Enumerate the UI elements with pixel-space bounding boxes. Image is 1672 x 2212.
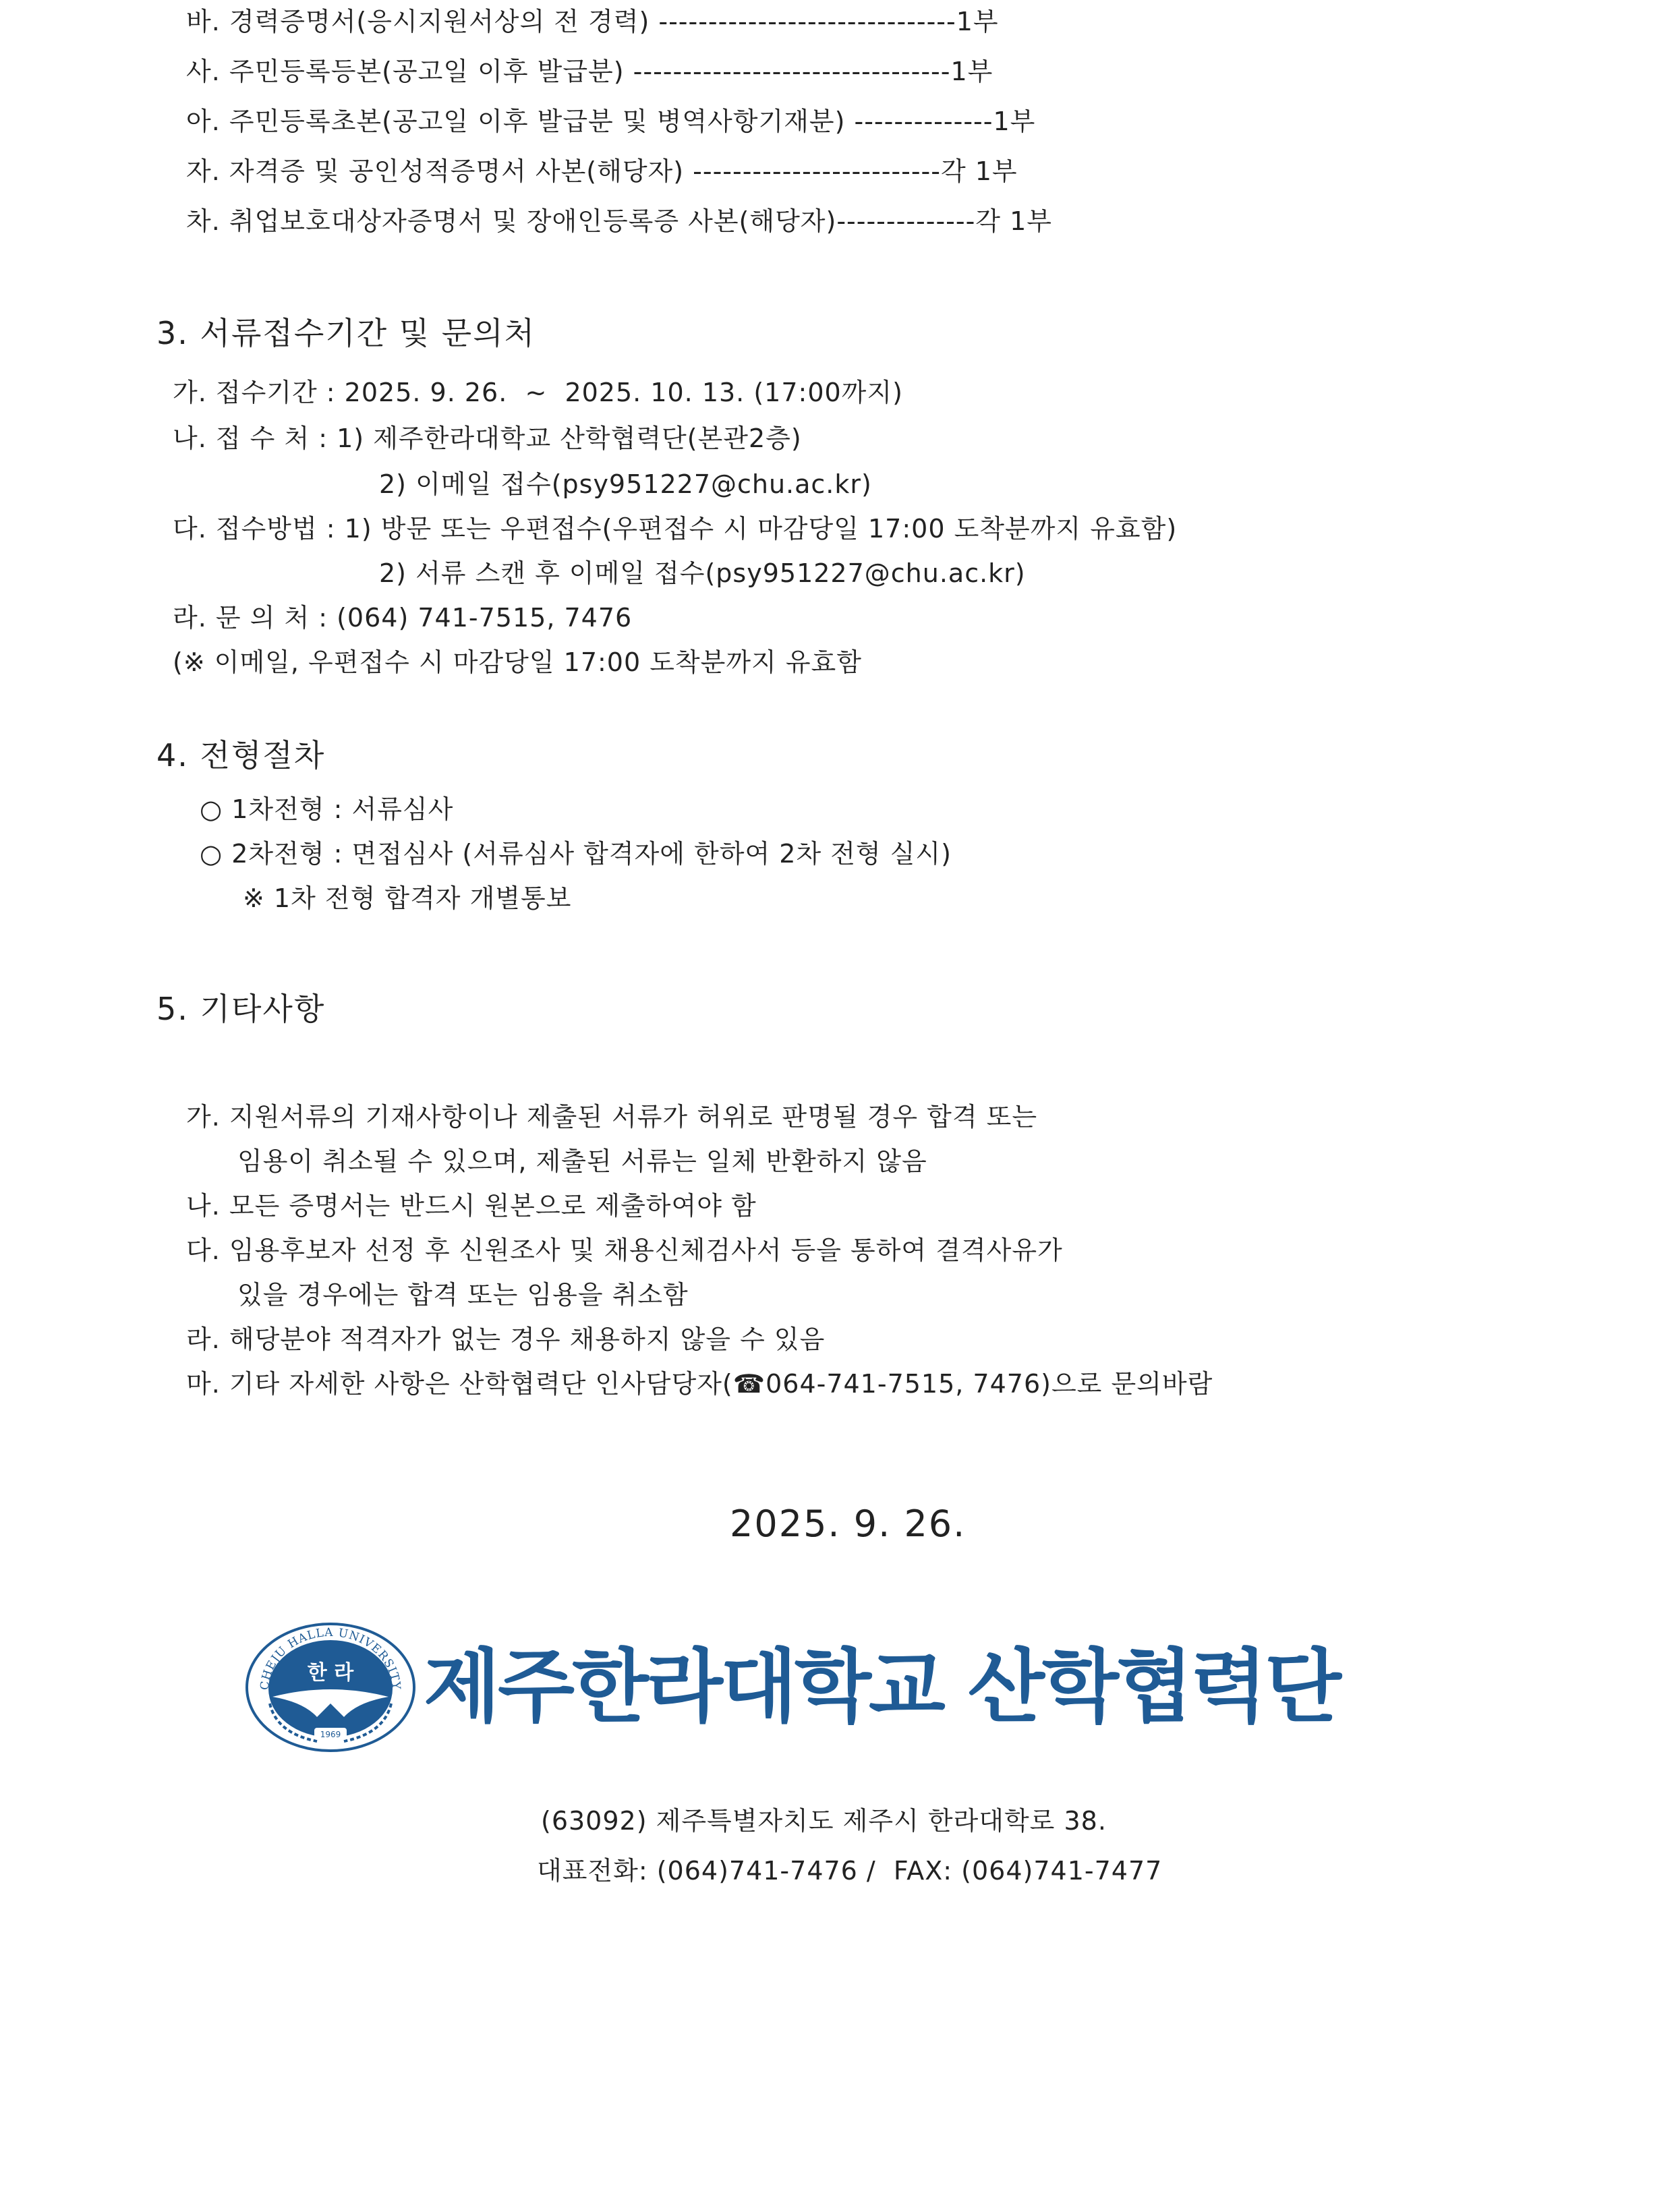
section3-contact: 라. 문 의 처 : (064) 741-7515, 7476 bbox=[173, 603, 633, 633]
section3-period: 가. 접수기간 : 2025. 9. 26. ~ 2025. 10. 13. (17:00까지) bbox=[173, 378, 903, 407]
document-date: 2025. 9. 26. bbox=[730, 1503, 967, 1545]
doc-item-certificates: 자. 자격증 및 공인성적증명서 사본(해당자) -------------------------각 1부 bbox=[186, 156, 1018, 186]
footer-address: (63092) 제주특별자치도 제주시 한라대학로 38. bbox=[541, 1806, 1107, 1836]
section4-stage2: ○ 2차전형 : 면접심사 (서류심사 합격자에 한하여 2차 전형 실시) bbox=[200, 839, 952, 869]
organization-logo-text: 제주한라대학교 산학협력단 bbox=[424, 1640, 1339, 1733]
section3-note: (※ 이메일, 우편접수 시 마감당일 17:00 도착분까지 유효함 bbox=[173, 647, 862, 677]
section3-place: 나. 접 수 처 : 1) 제주한라대학교 산학협력단(본관2층) bbox=[173, 424, 802, 453]
section5-item-b: 나. 모든 증명서는 반드시 원본으로 제출하여야 함 bbox=[186, 1191, 757, 1221]
doc-item-career: 바. 경력증명서(응시지원서상의 전 경력) ------------------------------1부 bbox=[186, 7, 999, 36]
doc-item-resident-abstract: 아. 주민등록초본(공고일 이후 발급분 및 병역사항기재분) --------------1부 bbox=[186, 107, 1036, 136]
section5-item-d: 라. 해당분야 적격자가 없는 경우 채용하지 않을 수 있음 bbox=[186, 1325, 826, 1354]
footer-contact: 대표전화: (064)741-7476 / FAX: (064)741-7477 bbox=[537, 1856, 1163, 1886]
section4-title: 4. 전형절차 bbox=[156, 737, 326, 774]
section3-method-email: 2) 서류 스캔 후 이메일 접수(psy951227@chu.ac.kr) bbox=[379, 558, 1026, 588]
section4-notice: ※ 1차 전형 합격자 개별통보 bbox=[243, 883, 572, 913]
doc-item-employment-protection: 차. 취업보호대상자증명서 및 장애인등록증 사본(해당자)--------------각 1부 bbox=[186, 206, 1052, 236]
svg-text:1969: 1969 bbox=[320, 1730, 341, 1739]
svg-text:한 라: 한 라 bbox=[307, 1661, 354, 1685]
section5-title: 5. 기타사항 bbox=[156, 991, 326, 1027]
section4-stage1: ○ 1차전형 : 서류심사 bbox=[200, 794, 454, 824]
section3-place-email: 2) 이메일 접수(psy951227@chu.ac.kr) bbox=[379, 469, 872, 499]
section5-item-c-cont: 있을 경우에는 합격 또는 임용을 취소함 bbox=[237, 1280, 689, 1310]
section5-item-e: 마. 기타 자세한 사항은 산학협력단 인사담당자(☎064-741-7515, 7476)으로 문의바람 bbox=[186, 1369, 1213, 1399]
university-seal-icon bbox=[243, 1617, 418, 1752]
section5-item-c: 다. 임용후보자 선정 후 신원조사 및 채용신체검사서 등을 통하여 결격사유가 bbox=[186, 1235, 1063, 1265]
svg-text:CHEJU HALLA UNIVERSITY: CHEJU HALLA UNIVERSITY bbox=[258, 1625, 403, 1691]
section3-method: 다. 접수방법 : 1) 방문 또는 우편접수(우편접수 시 마감당일 17:00 도착분까지 유효함) bbox=[173, 514, 1178, 544]
section5-item-a: 가. 지원서류의 기재사항이나 제출된 서류가 허위로 판명될 경우 합격 또는 bbox=[186, 1102, 1038, 1132]
section5-item-a-cont: 임용이 취소될 수 있으며, 제출된 서류는 일체 반환하지 않음 bbox=[237, 1146, 927, 1176]
doc-item-resident-copy: 사. 주민등록등본(공고일 이후 발급분) --------------------------------1부 bbox=[186, 57, 993, 86]
section3-title: 3. 서류접수기간 및 문의처 bbox=[156, 315, 536, 351]
